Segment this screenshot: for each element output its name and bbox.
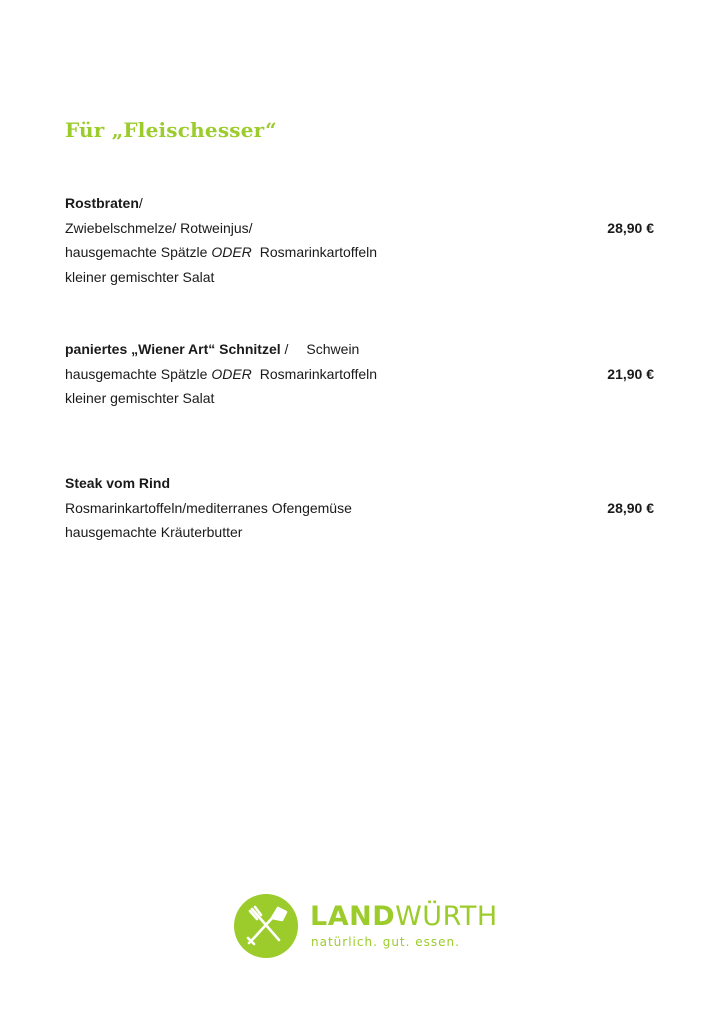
dish-oder: ODER bbox=[211, 365, 252, 382]
dish-side-b: Rosmarinkartoffeln bbox=[259, 244, 378, 260]
fork-and-shovel-icon bbox=[234, 894, 298, 958]
logo-tagline: natürlich. gut. essen. bbox=[311, 935, 460, 949]
dish-meat-type: Schwein bbox=[306, 341, 360, 357]
logo-word-land: LAND bbox=[310, 901, 396, 932]
dish-description-line bbox=[65, 240, 657, 265]
dish-salad: kleiner gemischter Salat bbox=[65, 390, 215, 406]
dish-butter: hausgemachte Kräuterbutter bbox=[65, 524, 243, 540]
dish-name-suffix: / bbox=[280, 341, 289, 357]
dish-description-line bbox=[65, 496, 657, 521]
landwuerth-logo bbox=[234, 894, 514, 960]
logo-wordmark bbox=[310, 902, 498, 932]
dish-description-line bbox=[65, 216, 657, 241]
dish-name-line bbox=[65, 191, 657, 216]
dish-price: 21,90 € bbox=[607, 365, 654, 382]
dish-side-a: hausgemachte Spätzle bbox=[65, 365, 212, 382]
dish-name: Rostbraten bbox=[65, 195, 139, 211]
dish-price: 28,90 € bbox=[607, 499, 654, 516]
logo-word-wuerth: WÜRTH bbox=[395, 901, 498, 932]
dish-name: Steak vom Rind bbox=[65, 475, 171, 491]
dish-name-line bbox=[65, 337, 657, 362]
dish-description-line bbox=[65, 520, 657, 545]
dish-description-line bbox=[65, 265, 657, 290]
dish-name-line bbox=[65, 471, 657, 496]
dish-name: paniertes „Wiener Art“ Schnitzel bbox=[65, 341, 281, 357]
dish-oder: ODER bbox=[211, 244, 252, 260]
logo-badge bbox=[234, 894, 298, 958]
dish-description-line bbox=[65, 362, 657, 387]
dish-rostbraten bbox=[65, 191, 657, 289]
dish-price: 28,90 € bbox=[607, 219, 654, 236]
dish-salad: kleiner gemischter Salat bbox=[65, 268, 215, 285]
dish-schnitzel bbox=[65, 337, 657, 411]
section-title: Für „Fleischesser“ bbox=[65, 118, 277, 142]
dish-side-b: Rosmarinkartoffeln bbox=[259, 365, 378, 382]
dish-description: Zwiebelschmelze/ Rotweinjus/ bbox=[65, 219, 253, 236]
dish-name-suffix: / bbox=[138, 195, 143, 211]
dish-steak bbox=[65, 471, 657, 545]
dish-description: Rosmarinkartoffeln/mediterranes Ofengemüse bbox=[65, 499, 352, 516]
dish-side-a: hausgemachte Spätzle bbox=[65, 244, 212, 260]
dish-description-line bbox=[65, 386, 657, 411]
